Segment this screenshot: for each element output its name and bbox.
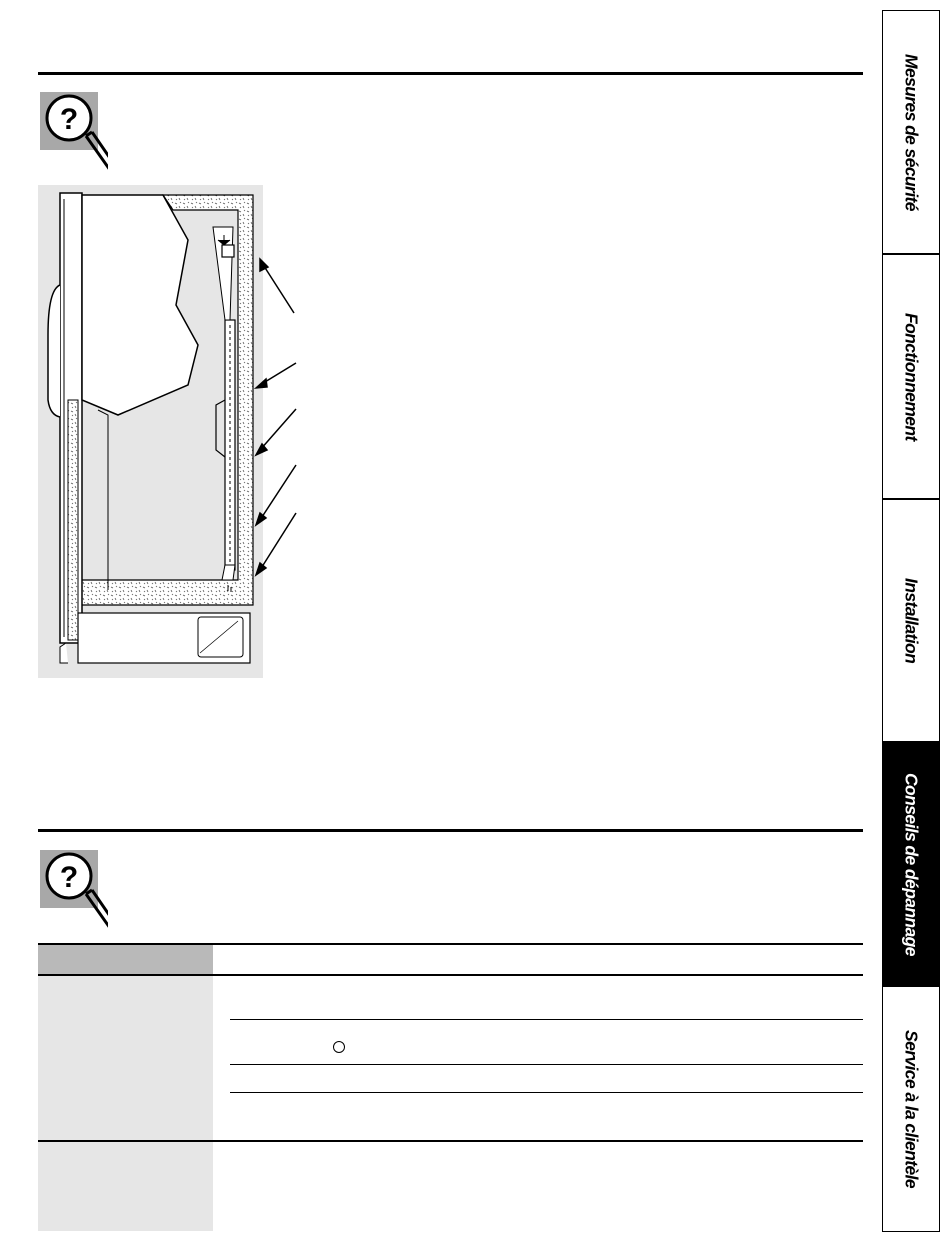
table-inner-rule: [230, 1019, 863, 1020]
section-rule-top: [38, 72, 863, 75]
section-rule-bottom: [38, 829, 863, 832]
table-header-cell: [38, 945, 213, 975]
svg-text:?: ?: [59, 103, 79, 136]
table-row-label-cell: [38, 1142, 213, 1231]
circle-icon: [333, 1041, 345, 1053]
table-inner-rule: [230, 1092, 863, 1093]
question-magnifier-icon: [38, 850, 108, 930]
tab-label: Mesures de sécurité: [901, 53, 922, 211]
refrigerator-cross-section-diagram: [38, 185, 263, 678]
tab-conseils-de-depannage[interactable]: [882, 742, 940, 986]
side-navigation: [882, 10, 940, 1232]
tab-mesures-de-securite[interactable]: [882, 10, 940, 254]
tab-label: Service à la clientèle: [901, 1029, 922, 1189]
question-magnifier-icon: [38, 92, 108, 172]
table-inner-rule: [230, 1064, 863, 1065]
tab-service-a-la-clientele[interactable]: [882, 986, 940, 1232]
tab-fonctionnement[interactable]: [882, 254, 940, 499]
table-row-label-cell: [38, 976, 213, 1140]
tab-installation[interactable]: [882, 499, 940, 742]
tab-label: Installation: [901, 577, 922, 664]
tab-label: Fonctionnement: [901, 312, 922, 441]
svg-text:?: ?: [59, 861, 79, 894]
tab-label: Conseils de dépannage: [901, 772, 922, 956]
